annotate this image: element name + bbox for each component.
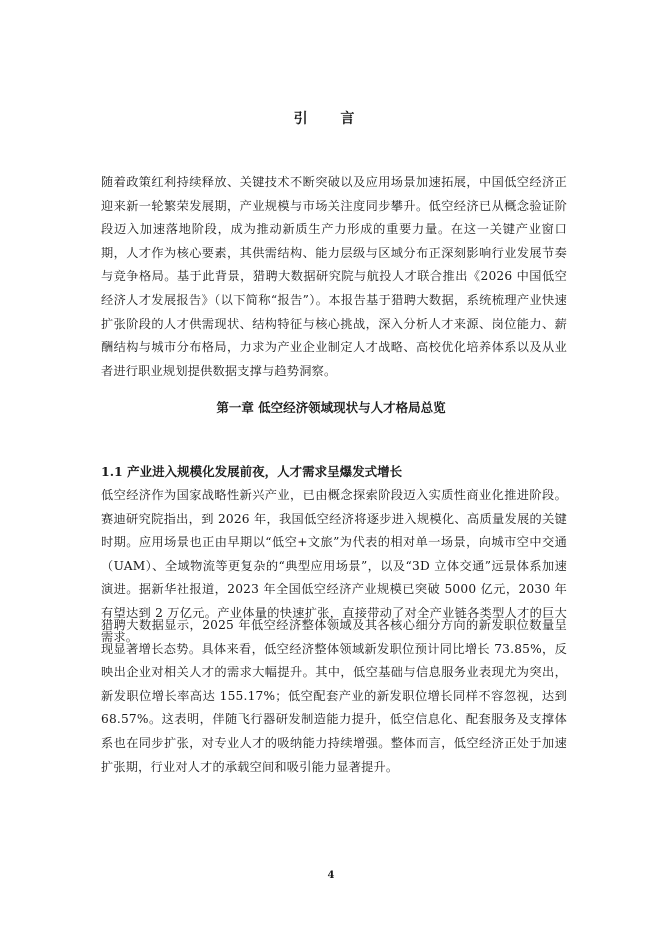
section-paragraph: 猎聘大数据显示，2025 年低空经济整体领域及其各核心细分方向的新发职位数量呈现显著增长态势。具体来看，低空经济整体领域新发职位预计同比增长 73.85%，反映出企业对相关人才的需求大幅提升。其中，低空基础与信息服务业表现尤为突出，新发职位增长率高达 155.17%；低空配套产业的新发职位增长同样不容忽视，达到 68.57%。这表明，伴随飞行器研发制造能力提升，低空信息化、配套服务及支撑体系也在同步扩张，对专业人才的吸纳能力持续增强。整体而言，低空经济正处于加速扩张期，行业对人才的承载空间和吸引能力显著提升。 — [101, 618, 567, 774]
section-paragraph: 低空经济作为国家战略性新兴产业，已由概念探索阶段迈入实质性商业化推进阶段。赛迪研究院指出，到 2026 年，我国低空经济将逐步进入规模化、高质量发展的关键时期。应用场景也正由早期以“低空+文旅”为代表的相对单一场景，向城市空中交通（UAM）、全域物流等更复杂的“典型应用场景”，以及“3D 立体交通”远景体系加速演进。据新华社报道，2023 年全国低空经济产业规模已突破 5000 亿元，2030 年有望达到 2 万亿元。产业体量的快速扩张，直接带动了对全产业链各类型人才的巨大需求。 — [101, 488, 567, 644]
intro-title: 引 言 — [293, 111, 369, 127]
chapter-title: 第一章 低空经济领域现状与人才格局总览 — [216, 400, 446, 415]
section-title: 1.1 产业进入规模化发展前夜，人才需求呈爆发式增长 — [101, 464, 403, 479]
page-number: 4 — [327, 870, 335, 881]
intro-paragraph: 随着政策红利持续释放、关键技术不断突破以及应用场景加速拓展，中国低空经济正迎来新一轮繁荣发展期，产业规模与市场关注度同步攀升。低空经济已从概念验证阶段迈入加速落地阶段，成为推动新质生产力形成的重要力量。在这一关键产业窗口期，人才作为核心要素，其供需结构、能力层级与区域分布正深刻影响行业发展节奏与竞争格局。基于此背景，猎聘大数据研究院与航投人才联合推出《2026 中国低空经济人才发展报告》（以下简称“报告”）。本报告基于猎聘大数据，系统梳理产业快速扩张阶段的人才供需现状、结构特征与核心挑战，深入分析人才来源、岗位能力、薪酬结构与城市分布格局，力求为产业企业制定人才战略、高校优化培养体系以及从业者进行职业规划提供数据支撑与趋势洞察。 — [101, 175, 567, 378]
